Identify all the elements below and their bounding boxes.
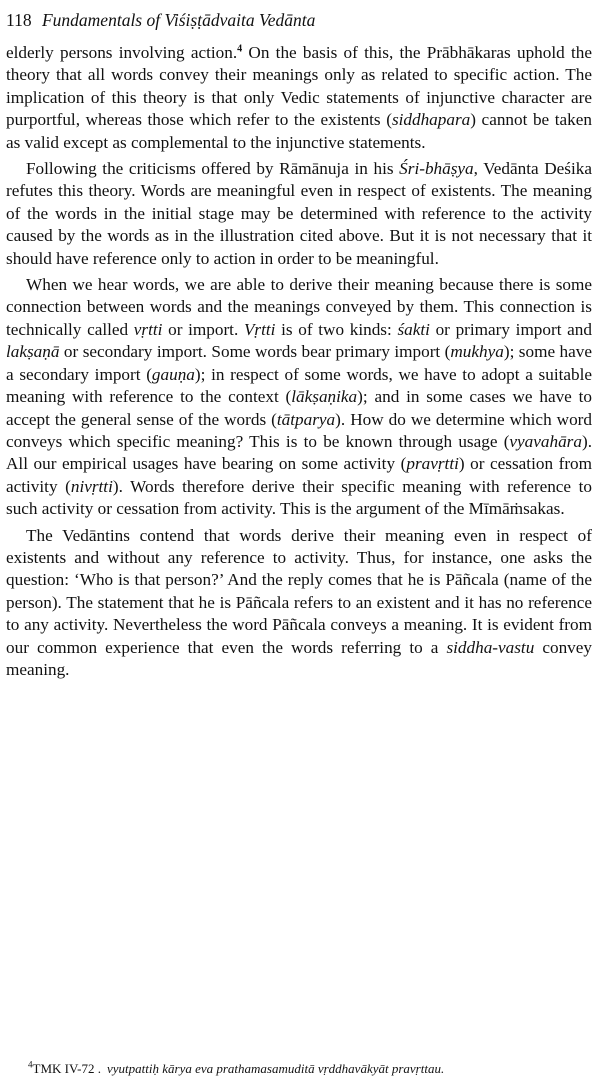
text-run: ). All our empirical usages have bearing on some activity (: [6, 431, 592, 474]
text-run: The Vedāntins contend that words derive their meaning even in respect of existents and without any reference to activity. Thus, for instance, one asks the question: ‘Who is that person?’ And the reply comes that he is Pāñcala (name of the person). The statement that he is Pāñcala refers to an existent and it has no reference to any activity. Nevertheless the word Pāñcala conveys a meaning. It is evident from our common experience that even the words referring to a: [6, 525, 592, 657]
text-run: elderly persons involving action.: [6, 43, 238, 62]
text-run: ). Words therefore derive their specific meaning with reference to such activity or cessation from activity. This is the argument of the Mīmāṁsakas.: [6, 476, 592, 519]
text-run: convey meaning.: [6, 637, 592, 679]
text-run: On the basis of this, the Prābhākaras uphold the theory that all words convey their meanings only as related to specific action. The implication of this theory is that only Vedic statements of injunctive character are purportful, whereas those which refer to the existents (: [6, 43, 592, 130]
paragraph: [6, 42, 592, 154]
italic-term: lakṣaṇā: [6, 342, 60, 362]
text-run: ); some have a secondary import (: [6, 342, 592, 384]
italic-term: pravṛtti: [406, 454, 459, 474]
text-run: ); and in some cases we have to accept the general sense of the words (: [6, 387, 593, 429]
paragraph: [6, 158, 592, 270]
text-run: Following the criticisms offered by Rāmānuja in his: [26, 159, 400, 179]
footnote-reference: TMK IV-72 .: [32, 1061, 101, 1076]
italic-term: lākṣaṇika: [291, 387, 358, 407]
text-run: or import.: [162, 319, 244, 339]
italic-term: nivṛtti: [70, 476, 113, 496]
paragraph: [6, 274, 592, 520]
text-run: ) cannot be taken as valid except as complemental to the injunctive statements.: [6, 110, 592, 152]
text-run: When we hear words, we are able to derive their meaning because there is some connection between words and the meanings conveyed by them. This connection is technically called: [6, 275, 592, 339]
text-run: or secondary import. Some words bear primary import (: [59, 342, 451, 362]
italic-term: tātparya: [276, 409, 336, 429]
italic-term: siddha-vastu: [446, 637, 535, 657]
italic-term: Vṛtti: [243, 319, 276, 339]
italic-term: gauṇa: [151, 364, 195, 384]
italic-term: siddhapara: [391, 110, 471, 130]
italic-term: Śri-bhāṣya: [399, 159, 474, 179]
paragraph: [6, 525, 592, 682]
footnote-reference-marker: 4: [237, 43, 243, 55]
italic-term: mukhya: [450, 342, 504, 362]
footnote-verse: vyutpattiḥ kārya eva prathamasamuditā vṛddhavākyāt pravṛttau.: [107, 1061, 445, 1076]
italic-term: śakti: [397, 319, 430, 339]
running-header: [6, 8, 592, 32]
text-run: is of two kinds:: [275, 319, 398, 339]
running-title: Fundamentals of Viśiṣṭādvaita Vedānta: [41, 10, 316, 30]
italic-term: vṛtti: [133, 319, 163, 339]
text-run: ). How do we determine which word conveys which specific meaning? This is to be known through usage (: [6, 409, 593, 451]
text-run: ) or cessation from activity (: [6, 454, 592, 496]
footnote: [28, 1061, 592, 1077]
page-number: 118: [6, 10, 32, 30]
body-text: [6, 42, 592, 681]
footnote-marker: 4: [28, 1061, 33, 1070]
text-run: ); in respect of some words, we have to adopt a suitable meaning with reference to the context (: [6, 364, 592, 407]
text-run: , Vedānta Deśika refutes this theory. Words are meaningful even in respect of existents. The meaning of the words in the initial stage may be determined with reference to the activity caused by the words as in the illustration cited above. But it is not necessary that it should have reference only to action in order to be meaningful.: [6, 159, 592, 268]
italic-term: vyavahāra: [509, 431, 582, 451]
text-run: or primary import and: [429, 319, 592, 339]
